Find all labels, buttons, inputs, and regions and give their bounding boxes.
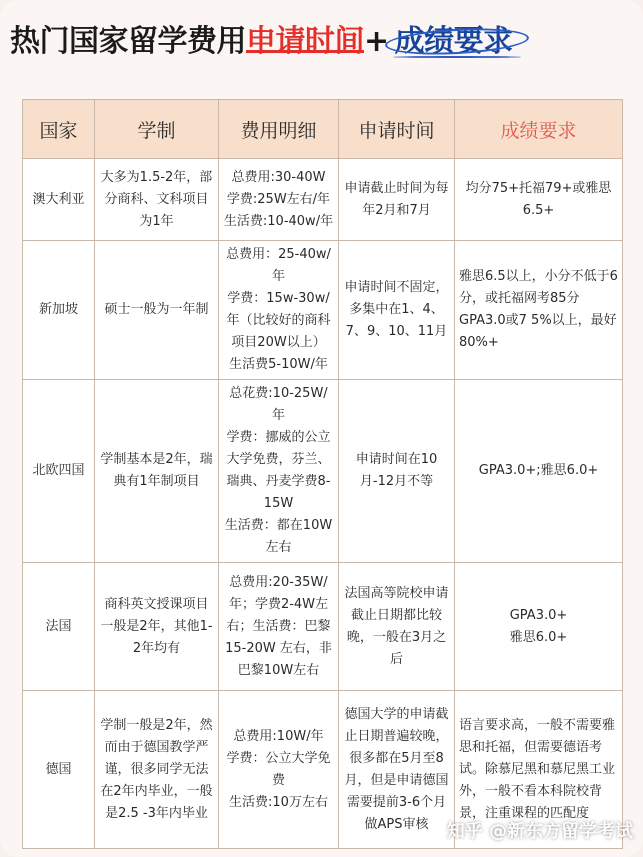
cell-grades-text: GPA3.0+ 雅思6.0+ <box>509 607 568 645</box>
cell-system-text: 大多为1.5-2年，部分商科、文科项目为1年 <box>100 169 213 229</box>
page-title <box>10 12 633 72</box>
cell-system-text: 学制一般是2年，然而由于德国教学严谨，很多同学无法在2年内毕业，一般是2.5 -3年内毕业 <box>100 717 213 821</box>
cell-system-text: 学制基本是2年，瑞典有1年制项目 <box>100 452 213 489</box>
cell-country: 法国 <box>23 563 95 691</box>
cell-fees <box>219 241 339 380</box>
cell-fees <box>219 159 339 241</box>
cell-grades-text: 雅思6.5以上，小分不低于6分，或托福网考85分GPA3.0或7 5%以上，最好80%+ <box>459 269 618 350</box>
cell-fees-text: 总费用:20-35W/年；学费2-4W左右；生活费：巴黎15-20W 左右，非巴黎10W左右 <box>225 574 332 678</box>
table-header-row <box>23 100 623 159</box>
table-row <box>23 380 623 563</box>
cell-apply-time <box>339 691 455 849</box>
cell-grades-text: GPA3.0+;雅思6.0+ <box>478 463 599 478</box>
cell-country: 北欧四国 <box>23 380 95 563</box>
cell-system-text: 硕士一般为一年制 <box>104 302 209 317</box>
table-row <box>23 241 623 380</box>
cell-grades <box>455 563 623 691</box>
cell-system <box>95 159 219 241</box>
header-system: 学制 <box>95 100 219 159</box>
cell-grades <box>455 380 623 563</box>
cell-system <box>95 380 219 563</box>
cell-fees <box>219 380 339 563</box>
cell-system <box>95 241 219 380</box>
cell-apply-text: 申请时间在10月-12月不等 <box>355 452 438 489</box>
title-part-grades: 成绩要求 <box>389 24 523 59</box>
cell-apply-text: 德国大学的申请截止日期普遍较晚，很多都在5月至8月，但是申请德国需要提前3-6个月做APS审核 <box>344 706 449 832</box>
cell-fees-text: 总费用:30-40W 学费:25W左右/年 生活费:10-40w/年 <box>223 169 334 229</box>
header-apply-time: 申请时间 <box>339 100 455 159</box>
cell-grades <box>455 241 623 380</box>
cell-grades-text: 语言要求高，一般不需要雅思和托福，但需要德语考试。除慕尼黑和慕尼黑工业外，一般不看本科院校背景，注重课程的匹配度 <box>459 717 616 821</box>
header-grades: 成绩要求 <box>455 100 623 159</box>
cell-country: 澳大利亚 <box>23 159 95 241</box>
title-part-fees: 热门国家留学费用 <box>10 24 246 59</box>
cell-grades <box>455 159 623 241</box>
cell-system <box>95 563 219 691</box>
cell-apply-text: 申请截止时间为每年2月和7月 <box>344 180 449 218</box>
header-fees: 费用明细 <box>219 100 339 159</box>
cell-system <box>95 691 219 849</box>
title-part-apply-time: 申请时间 <box>246 24 364 59</box>
cell-apply-text: 申请时间不固定，多集中在1、4、7、9、10、11月 <box>344 280 449 339</box>
study-abroad-table <box>22 99 623 849</box>
cell-fees-text: 总费用:10W/年 学费：公立大学免费 生活费:10万左右 <box>226 728 331 810</box>
cell-fees-text: 总花费:10-25W/年 学费：挪威的公立大学免费，芬兰、瑞典、丹麦学费8-15W 生活费：都在10W左右 <box>224 386 333 555</box>
cell-apply-time <box>339 380 455 563</box>
cell-country: 德国 <box>23 691 95 849</box>
cell-fees <box>219 691 339 849</box>
cell-apply-time <box>339 159 455 241</box>
cell-fees-text: 总费用：25-40w/年 学费：15w-30w/年（比较好的商科项目20W以上） 生活费5-10W/年 <box>226 247 331 372</box>
title-plus: + <box>364 24 389 59</box>
cell-apply-text: 法国高等院校申请截止日期都比较晚，一般在3月之后 <box>344 585 449 667</box>
cell-country: 新加坡 <box>23 241 95 380</box>
cell-system-text: 商科英文授课项目一般是2年，其他1-2年均有 <box>100 596 213 656</box>
table-row <box>23 563 623 691</box>
cell-apply-time <box>339 563 455 691</box>
cell-grades-text: 均分75+托福79+或雅思6.5+ <box>465 180 612 218</box>
watermark: 知乎 @新东方留学考试 <box>446 821 633 842</box>
cell-fees <box>219 563 339 691</box>
cell-apply-time <box>339 241 455 380</box>
header-country: 国家 <box>23 100 95 159</box>
table-row <box>23 159 623 241</box>
